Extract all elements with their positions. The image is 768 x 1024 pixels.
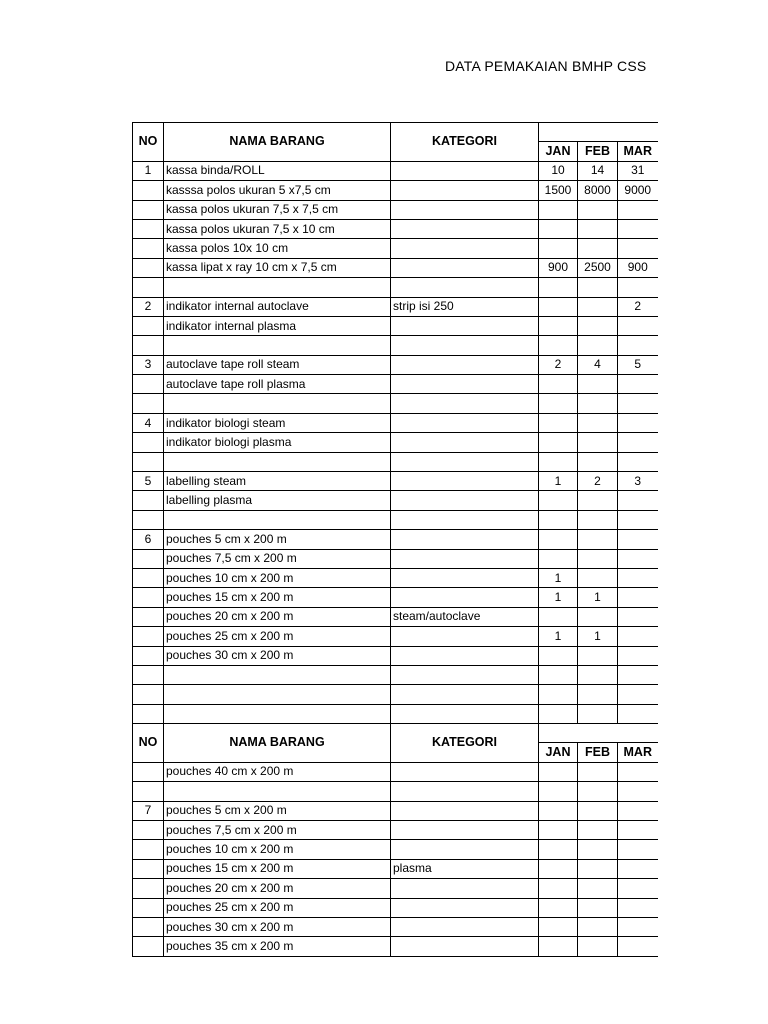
- cell-jan: 1: [539, 588, 578, 607]
- cell-mar: [618, 510, 658, 529]
- cell-jan: [539, 898, 578, 917]
- cell-feb: 2500: [578, 258, 618, 277]
- cell-feb: [578, 433, 618, 452]
- usage-table-1: [132, 122, 658, 724]
- cell-jan: 1: [539, 568, 578, 587]
- cell-feb: [578, 917, 618, 936]
- cell-kategori: [391, 472, 539, 491]
- table-row: [133, 297, 658, 316]
- cell-nama-barang: pouches 7,5 cm x 200 m: [164, 820, 391, 839]
- cell-feb: [578, 375, 618, 394]
- cell-feb: [578, 859, 618, 878]
- cell-kategori: [391, 879, 539, 898]
- table-row: [133, 898, 658, 917]
- cell-nama-barang: [164, 278, 391, 297]
- cell-jan: 10: [539, 161, 578, 180]
- cell-kategori: [391, 278, 539, 297]
- table-row: [133, 820, 658, 839]
- cell-no: [133, 510, 164, 529]
- cell-jan: [539, 530, 578, 549]
- cell-no: 1: [133, 161, 164, 180]
- cell-no: [133, 549, 164, 568]
- table-row: [133, 665, 658, 684]
- cell-kategori: steam/autoclave: [391, 607, 539, 626]
- cell-nama-barang: pouches 20 cm x 200 m: [164, 607, 391, 626]
- cell-kategori: [391, 627, 539, 646]
- header-kategori: KATEGORI: [391, 724, 539, 763]
- cell-jan: [539, 840, 578, 859]
- cell-feb: [578, 413, 618, 432]
- cell-nama-barang: kassa binda/ROLL: [164, 161, 391, 180]
- cell-jan: [539, 452, 578, 471]
- cell-nama-barang: pouches 7,5 cm x 200 m: [164, 549, 391, 568]
- table-row: [133, 685, 658, 704]
- cell-jan: [539, 278, 578, 297]
- table-row: [133, 491, 658, 510]
- cell-no: [133, 879, 164, 898]
- cell-feb: [578, 510, 618, 529]
- cell-no: [133, 336, 164, 355]
- table-row: [133, 452, 658, 471]
- cell-kategori: [391, 646, 539, 665]
- table-row: [133, 375, 658, 394]
- cell-jan: [539, 665, 578, 684]
- cell-jan: 1: [539, 627, 578, 646]
- cell-kategori: plasma: [391, 859, 539, 878]
- cell-jan: [539, 685, 578, 704]
- cell-mar: 5: [618, 355, 658, 374]
- cell-nama-barang: pouches 15 cm x 200 m: [164, 859, 391, 878]
- cell-no: [133, 820, 164, 839]
- cell-jan: [539, 801, 578, 820]
- cell-feb: [578, 452, 618, 471]
- cell-feb: [578, 840, 618, 859]
- table-row: [133, 181, 658, 200]
- header-mar: MAR: [618, 743, 658, 762]
- cell-jan: [539, 297, 578, 316]
- cell-jan: [539, 762, 578, 781]
- cell-mar: [618, 937, 658, 956]
- cell-mar: [618, 685, 658, 704]
- cell-nama-barang: pouches 20 cm x 200 m: [164, 879, 391, 898]
- header-mar: MAR: [618, 142, 658, 161]
- cell-feb: [578, 336, 618, 355]
- cell-no: [133, 375, 164, 394]
- cell-kategori: [391, 181, 539, 200]
- table-row: [133, 316, 658, 335]
- cell-nama-barang: [164, 336, 391, 355]
- table-row: [133, 568, 658, 587]
- cell-mar: [618, 394, 658, 413]
- cell-mar: [618, 879, 658, 898]
- cell-mar: [618, 704, 658, 723]
- cell-no: [133, 568, 164, 587]
- cell-jan: [539, 336, 578, 355]
- cell-no: 7: [133, 801, 164, 820]
- table-row: [133, 859, 658, 878]
- cell-mar: 3: [618, 472, 658, 491]
- cell-kategori: [391, 782, 539, 801]
- cell-jan: [539, 937, 578, 956]
- cell-jan: 900: [539, 258, 578, 277]
- cell-jan: [539, 782, 578, 801]
- cell-kategori: [391, 704, 539, 723]
- cell-mar: [618, 200, 658, 219]
- cell-kategori: [391, 510, 539, 529]
- cell-jan: [539, 316, 578, 335]
- cell-kategori: [391, 820, 539, 839]
- cell-mar: [618, 452, 658, 471]
- cell-no: 6: [133, 530, 164, 549]
- cell-no: [133, 200, 164, 219]
- table-2-body: [133, 762, 658, 956]
- header-nama-barang: NAMA BARANG: [164, 123, 391, 162]
- table-row: [133, 161, 658, 180]
- cell-nama-barang: kassa polos ukuran 7,5 x 10 cm: [164, 219, 391, 238]
- header-no: NO: [133, 123, 164, 162]
- table-row: [133, 879, 658, 898]
- cell-jan: [539, 200, 578, 219]
- cell-mar: [618, 568, 658, 587]
- cell-kategori: strip isi 250: [391, 297, 539, 316]
- cell-kategori: [391, 665, 539, 684]
- cell-no: [133, 607, 164, 626]
- cell-feb: 1: [578, 627, 618, 646]
- cell-mar: [618, 646, 658, 665]
- cell-no: [133, 627, 164, 646]
- cell-kategori: [391, 762, 539, 781]
- cell-mar: [618, 840, 658, 859]
- cell-jan: [539, 239, 578, 258]
- cell-nama-barang: pouches 10 cm x 200 m: [164, 568, 391, 587]
- cell-mar: [618, 762, 658, 781]
- table-row: [133, 394, 658, 413]
- cell-feb: [578, 219, 618, 238]
- cell-feb: [578, 530, 618, 549]
- cell-mar: [618, 665, 658, 684]
- cell-nama-barang: indikator biologi steam: [164, 413, 391, 432]
- cell-no: [133, 685, 164, 704]
- cell-kategori: [391, 200, 539, 219]
- cell-mar: [618, 413, 658, 432]
- usage-table-2: [132, 723, 658, 957]
- cell-mar: [618, 433, 658, 452]
- header-months-group: [539, 724, 658, 743]
- cell-kategori: [391, 336, 539, 355]
- cell-kategori: [391, 394, 539, 413]
- cell-kategori: [391, 239, 539, 258]
- cell-mar: [618, 491, 658, 510]
- cell-nama-barang: kassa polos 10x 10 cm: [164, 239, 391, 258]
- table-row: [133, 200, 658, 219]
- cell-kategori: [391, 588, 539, 607]
- cell-nama-barang: kassa polos ukuran 7,5 x 7,5 cm: [164, 200, 391, 219]
- cell-feb: [578, 200, 618, 219]
- cell-no: [133, 937, 164, 956]
- cell-nama-barang: labelling plasma: [164, 491, 391, 510]
- cell-feb: [578, 394, 618, 413]
- cell-feb: [578, 820, 618, 839]
- cell-jan: [539, 491, 578, 510]
- cell-feb: 4: [578, 355, 618, 374]
- cell-no: 2: [133, 297, 164, 316]
- table-row: [133, 278, 658, 297]
- cell-mar: [618, 530, 658, 549]
- cell-no: [133, 452, 164, 471]
- table-row: [133, 355, 658, 374]
- cell-feb: 2: [578, 472, 618, 491]
- cell-feb: [578, 762, 618, 781]
- cell-no: [133, 859, 164, 878]
- cell-kategori: [391, 530, 539, 549]
- cell-feb: [578, 879, 618, 898]
- cell-jan: 1500: [539, 181, 578, 200]
- cell-kategori: [391, 161, 539, 180]
- cell-no: [133, 316, 164, 335]
- table-row: [133, 762, 658, 781]
- cell-jan: [539, 433, 578, 452]
- cell-mar: [618, 917, 658, 936]
- cell-no: [133, 917, 164, 936]
- cell-feb: [578, 607, 618, 626]
- table-row: [133, 549, 658, 568]
- cell-jan: [539, 219, 578, 238]
- table-row: [133, 801, 658, 820]
- cell-no: [133, 239, 164, 258]
- cell-nama-barang: pouches 10 cm x 200 m: [164, 840, 391, 859]
- cell-kategori: [391, 840, 539, 859]
- cell-nama-barang: pouches 30 cm x 200 m: [164, 646, 391, 665]
- cell-jan: 2: [539, 355, 578, 374]
- cell-no: [133, 588, 164, 607]
- table-row: [133, 646, 658, 665]
- cell-jan: 1: [539, 472, 578, 491]
- cell-mar: [618, 588, 658, 607]
- cell-mar: [618, 782, 658, 801]
- table-row: [133, 782, 658, 801]
- cell-mar: [618, 801, 658, 820]
- header-nama-barang: NAMA BARANG: [164, 724, 391, 763]
- cell-mar: [618, 336, 658, 355]
- cell-mar: [618, 239, 658, 258]
- cell-kategori: [391, 355, 539, 374]
- cell-jan: [539, 510, 578, 529]
- cell-no: [133, 433, 164, 452]
- cell-nama-barang: indikator biologi plasma: [164, 433, 391, 452]
- cell-nama-barang: kasssa polos ukuran 5 x7,5 cm: [164, 181, 391, 200]
- cell-mar: [618, 375, 658, 394]
- cell-nama-barang: pouches 30 cm x 200 m: [164, 917, 391, 936]
- cell-no: [133, 394, 164, 413]
- cell-kategori: [391, 258, 539, 277]
- table-row: [133, 219, 658, 238]
- cell-feb: [578, 491, 618, 510]
- cell-nama-barang: autoclave tape roll plasma: [164, 375, 391, 394]
- header-jan: JAN: [539, 142, 578, 161]
- cell-feb: 14: [578, 161, 618, 180]
- table-row: [133, 627, 658, 646]
- cell-kategori: [391, 568, 539, 587]
- cell-jan: [539, 646, 578, 665]
- table-1-body: [133, 161, 658, 723]
- cell-no: [133, 646, 164, 665]
- cell-nama-barang: [164, 782, 391, 801]
- cell-nama-barang: [164, 394, 391, 413]
- cell-feb: [578, 297, 618, 316]
- cell-no: 5: [133, 472, 164, 491]
- cell-mar: [618, 627, 658, 646]
- header-feb: FEB: [578, 142, 618, 161]
- cell-jan: [539, 549, 578, 568]
- cell-jan: [539, 704, 578, 723]
- cell-nama-barang: autoclave tape roll steam: [164, 355, 391, 374]
- cell-nama-barang: pouches 25 cm x 200 m: [164, 627, 391, 646]
- page-title: DATA PEMAKAIAN BMHP CSS: [445, 58, 647, 74]
- cell-feb: [578, 549, 618, 568]
- cell-mar: 900: [618, 258, 658, 277]
- cell-nama-barang: pouches 40 cm x 200 m: [164, 762, 391, 781]
- cell-kategori: [391, 917, 539, 936]
- cell-nama-barang: pouches 15 cm x 200 m: [164, 588, 391, 607]
- header-feb: FEB: [578, 743, 618, 762]
- cell-kategori: [391, 898, 539, 917]
- table-row: [133, 510, 658, 529]
- cell-feb: 8000: [578, 181, 618, 200]
- cell-kategori: [391, 685, 539, 704]
- cell-mar: 9000: [618, 181, 658, 200]
- cell-no: [133, 704, 164, 723]
- table-row: [133, 258, 658, 277]
- cell-no: 3: [133, 355, 164, 374]
- cell-feb: [578, 278, 618, 297]
- header-no: NO: [133, 724, 164, 763]
- cell-nama-barang: pouches 25 cm x 200 m: [164, 898, 391, 917]
- cell-kategori: [391, 801, 539, 820]
- cell-kategori: [391, 316, 539, 335]
- cell-no: [133, 762, 164, 781]
- cell-no: [133, 181, 164, 200]
- cell-mar: [618, 607, 658, 626]
- cell-no: [133, 219, 164, 238]
- table-row: [133, 588, 658, 607]
- cell-nama-barang: pouches 35 cm x 200 m: [164, 937, 391, 956]
- cell-feb: [578, 704, 618, 723]
- cell-feb: [578, 685, 618, 704]
- cell-kategori: [391, 219, 539, 238]
- cell-no: [133, 258, 164, 277]
- cell-jan: [539, 394, 578, 413]
- cell-feb: 1: [578, 588, 618, 607]
- cell-no: [133, 898, 164, 917]
- cell-kategori: [391, 937, 539, 956]
- cell-feb: [578, 782, 618, 801]
- cell-nama-barang: pouches 5 cm x 200 m: [164, 530, 391, 549]
- cell-kategori: [391, 433, 539, 452]
- cell-nama-barang: [164, 685, 391, 704]
- cell-nama-barang: [164, 704, 391, 723]
- cell-feb: [578, 239, 618, 258]
- table-row: [133, 472, 658, 491]
- cell-jan: [539, 413, 578, 432]
- cell-kategori: [391, 452, 539, 471]
- cell-nama-barang: kassa lipat x ray 10 cm x 7,5 cm: [164, 258, 391, 277]
- cell-mar: [618, 898, 658, 917]
- table-row: [133, 413, 658, 432]
- cell-mar: [618, 316, 658, 335]
- header-jan: JAN: [539, 743, 578, 762]
- cell-feb: [578, 898, 618, 917]
- cell-mar: [618, 549, 658, 568]
- table-row: [133, 607, 658, 626]
- cell-mar: [618, 859, 658, 878]
- cell-jan: [539, 917, 578, 936]
- cell-feb: [578, 665, 618, 684]
- cell-mar: 2: [618, 297, 658, 316]
- cell-no: 4: [133, 413, 164, 432]
- cell-feb: [578, 937, 618, 956]
- cell-nama-barang: indikator internal plasma: [164, 316, 391, 335]
- cell-feb: [578, 646, 618, 665]
- table-row: [133, 704, 658, 723]
- cell-kategori: [391, 491, 539, 510]
- table-row: [133, 937, 658, 956]
- cell-jan: [539, 607, 578, 626]
- cell-mar: [618, 219, 658, 238]
- cell-mar: 31: [618, 161, 658, 180]
- cell-nama-barang: labelling steam: [164, 472, 391, 491]
- cell-no: [133, 491, 164, 510]
- cell-nama-barang: [164, 665, 391, 684]
- cell-mar: [618, 820, 658, 839]
- table-row: [133, 917, 658, 936]
- cell-no: [133, 840, 164, 859]
- cell-kategori: [391, 549, 539, 568]
- cell-jan: [539, 375, 578, 394]
- table-row: [133, 433, 658, 452]
- cell-nama-barang: pouches 5 cm x 200 m: [164, 801, 391, 820]
- cell-nama-barang: [164, 452, 391, 471]
- header-kategori: KATEGORI: [391, 123, 539, 162]
- table-row: [133, 530, 658, 549]
- cell-nama-barang: [164, 510, 391, 529]
- cell-jan: [539, 859, 578, 878]
- cell-no: [133, 278, 164, 297]
- table-row: [133, 840, 658, 859]
- cell-kategori: [391, 375, 539, 394]
- cell-jan: [539, 820, 578, 839]
- cell-no: [133, 665, 164, 684]
- cell-nama-barang: indikator internal autoclave: [164, 297, 391, 316]
- cell-feb: [578, 801, 618, 820]
- table-row: [133, 336, 658, 355]
- cell-feb: [578, 316, 618, 335]
- cell-mar: [618, 278, 658, 297]
- cell-kategori: [391, 413, 539, 432]
- table-row: [133, 239, 658, 258]
- header-months-group: [539, 123, 658, 142]
- cell-no: [133, 782, 164, 801]
- cell-feb: [578, 568, 618, 587]
- cell-jan: [539, 879, 578, 898]
